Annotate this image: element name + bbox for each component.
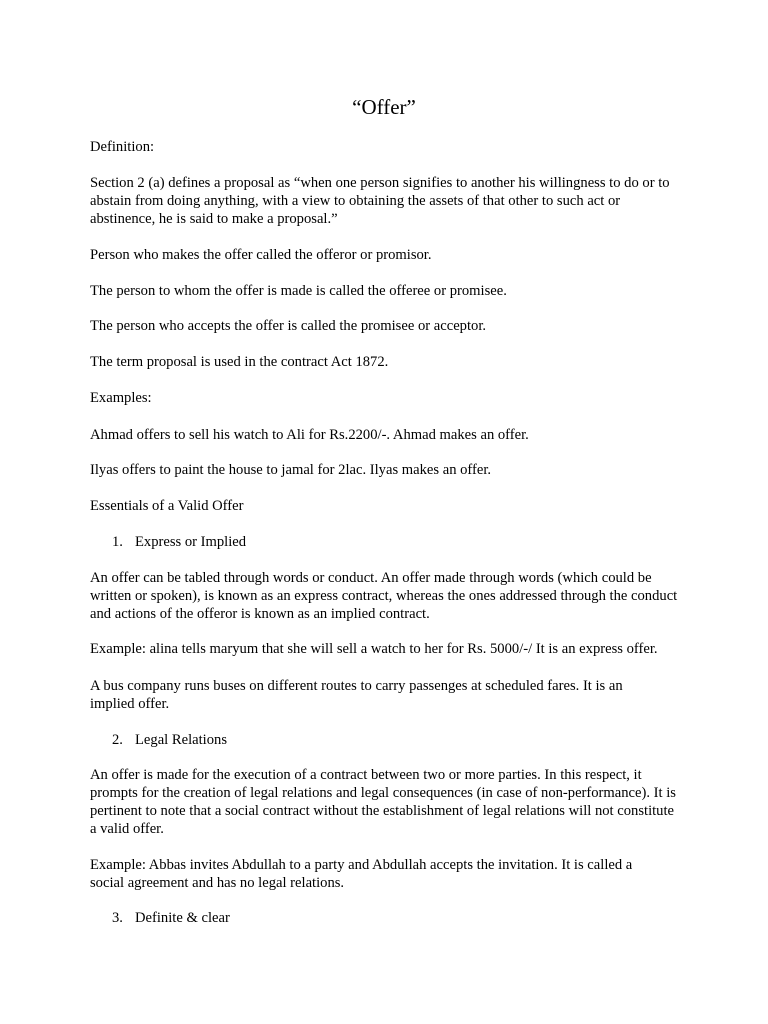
- term-proposal-paragraph: The term proposal is used in the contract Act 1872.: [90, 354, 389, 370]
- list-item: [112, 533, 246, 551]
- page-title: “Offer”: [352, 95, 416, 119]
- list-number: 2.: [112, 732, 123, 748]
- example-ahmad: Ahmad offers to sell his watch to Ali for Rs.2200/-. Ahmad makes an offer.: [90, 427, 529, 443]
- acceptor-paragraph: The person who accepts the offer is called the promisee or acceptor.: [90, 318, 487, 334]
- section-2a-paragraph: Section 2 (a) defines a proposal as “when one person signifies to another his willingness to do or to abstain from doing anything, with a view to obtaining the assets of that other to such act or abstinence, he is said to make a proposal.”: [90, 175, 670, 227]
- bus-example-paragraph: A bus company runs buses on different routes to carry passenges at scheduled fares. It is an implied offer.: [90, 678, 623, 712]
- essentials-heading: Essentials of a Valid Offer: [90, 498, 244, 514]
- example-abbas: Example: Abbas invites Abdullah to a party and Abdullah accepts the invitation. It is called a social agreement and has no legal relations.: [90, 857, 633, 891]
- list-item: [112, 909, 230, 927]
- express-paragraph: An offer can be tabled through words or conduct. An offer made through words (which could be written or spoken), is known as an express contract, whereas the ones addressed through the conduct and actions of the offeror is known as an implied contract.: [90, 570, 678, 622]
- list-label: Legal Relations: [135, 732, 227, 748]
- offeree-paragraph: The person to whom the offer is made is called the offeree or promisee.: [90, 283, 507, 299]
- legal-relations-paragraph: An offer is made for the execution of a contract between two or more parties. In this respect, it prompts for the creation of legal relations and legal consequences (in case of non-performance). It is pertinent to note that a social contract without the establishment of legal relations will not constitute a valid offer.: [90, 767, 676, 837]
- list-number: 1.: [112, 534, 123, 550]
- definition-heading: Definition:: [90, 139, 155, 155]
- examples-heading: Examples:: [90, 390, 152, 406]
- list-number: 3.: [112, 910, 123, 926]
- example-alina: Example: alina tells maryum that she will sell a watch to her for Rs. 5000/-/ It is an express offer.: [90, 641, 658, 657]
- offeror-paragraph: Person who makes the offer called the offeror or promisor.: [90, 247, 432, 263]
- list-label: Definite & clear: [135, 910, 230, 926]
- list-item: [112, 731, 227, 749]
- example-ilyas: Ilyas offers to paint the house to jamal for 2lac. Ilyas makes an offer.: [90, 462, 492, 478]
- list-label: Express or Implied: [135, 534, 247, 550]
